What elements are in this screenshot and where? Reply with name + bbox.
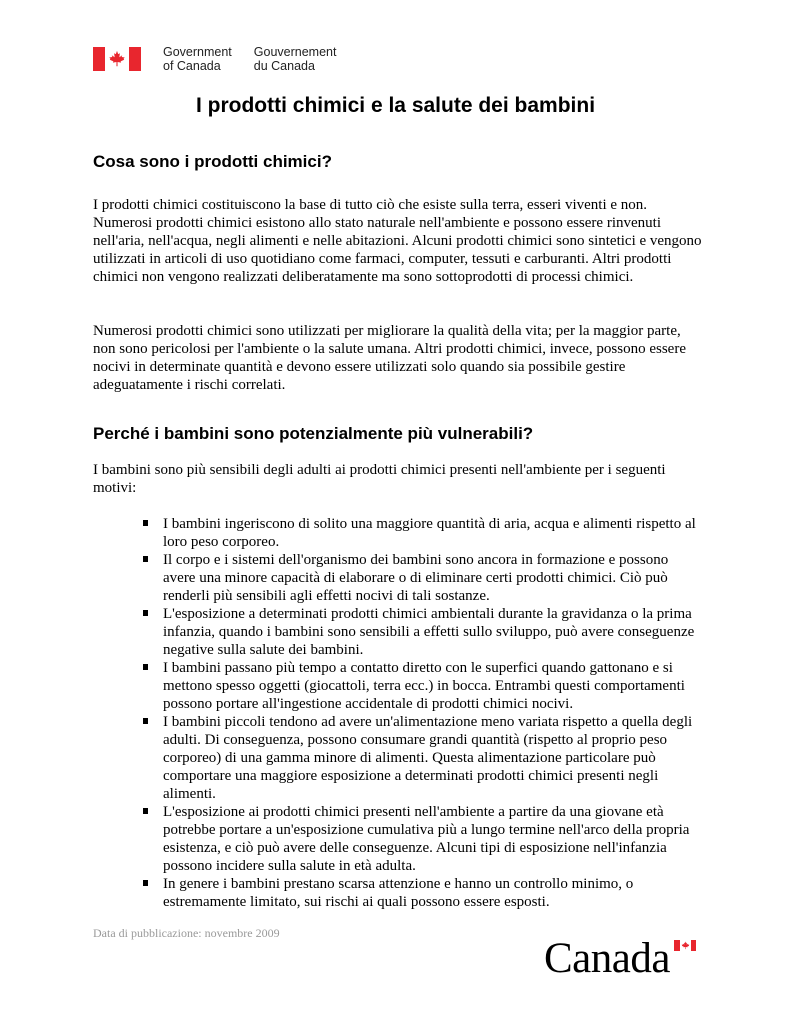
list-item-text: I bambini passano più tempo a contatto diretto con le superfici quando gattonano e si mettono spesso oggetti (giocattoli, terra ecc.) in bocca. Entrambi questi comportamenti possono portare all'ingestione accidentale di prodotti chimici nocivi. — [163, 660, 685, 712]
list-item-text: I bambini piccoli tendono ad avere un'alimentazione meno variata rispetto a quella degli adulti. Di conseguenza, possono consumare grandi quantità (rispetto al proprio peso corporeo) di una gamma minore di alimenti. Questa alimentazione particolare può comportare una maggiore esposizione a determinati prodotti chimici presenti negli alimenti. — [163, 714, 693, 802]
signature-en-line2: of Canada — [163, 59, 221, 73]
signature-fr-line1: Gouvernement — [253, 45, 337, 59]
canada-wordmark-text: Canada — [544, 935, 670, 982]
reasons-list — [93, 515, 703, 911]
canada-wordmark — [544, 937, 698, 981]
list-item-text: Il corpo e i sistemi dell'organismo dei bambini sono ancora in formazione e possono avere una minore capacità di elaborare o di eliminare certi prodotti chimici. Ciò può renderli più sensibili agli effetti nocivi di tali sostanze. — [163, 552, 669, 604]
bullet-icon — [143, 808, 148, 814]
bullet-icon — [143, 520, 148, 526]
signature-english — [163, 45, 232, 73]
list-item-text: In genere i bambini prestano scarsa attenzione e hanno un controllo minimo, o estremamente limitato, sui rischi ai quali possono essere esposti. — [163, 876, 634, 910]
list-item — [93, 551, 703, 605]
list-item — [93, 875, 703, 911]
section-heading-chemicals: Cosa sono i prodotti chimici? — [93, 152, 332, 171]
paragraph-vulnerability-intro: I bambini sono più sensibili degli adulti ai prodotti chimici presenti nell'ambiente per i seguenti motivi: — [93, 462, 666, 496]
canada-flag-icon — [93, 47, 141, 71]
signature-fr-line2: du Canada — [253, 59, 315, 73]
bullet-icon — [143, 880, 148, 886]
list-item — [93, 515, 703, 551]
list-item — [93, 659, 703, 713]
list-item-text: L'esposizione a determinati prodotti chimici ambientali durante la gravidanza o la prima infanzia, quando i bambini sono sensibili a effetti sullo sviluppo, può avere conseguenze negative sulla salute dei bambini. — [163, 606, 695, 658]
section-heading-vulnerability: Perché i bambini sono potenzialmente più vulnerabili? — [93, 424, 534, 443]
government-signature — [93, 44, 358, 74]
bullet-icon — [143, 610, 148, 616]
page-title: I prodotti chimici e la salute dei bambini — [195, 94, 596, 117]
signature-en-line1: Government — [163, 45, 232, 59]
list-item — [93, 713, 703, 803]
bullet-icon — [143, 556, 148, 562]
list-item-text: L'esposizione ai prodotti chimici presenti nell'ambiente a partire da una giovane età potrebbe portare a un'esposizione cumulativa più a lungo termine nell'arco della propria esistenza, e ciò può avere delle conseguenze. Alcuni tipi di esposizione nell'infanzia possono incidere sulla salute in età adulta. — [163, 804, 690, 874]
paragraph-chemicals-uses: Numerosi prodotti chimici sono utilizzati per migliorare la qualità della vita; per la maggior parte, non sono pericolosi per l'ambiente o la salute umana. Altri prodotti chimici, invece, possono essere nocivi in determinate quantità e devono essere utilizzati solo quando sia possibile gestire adeguatamente i rischi correlati. — [93, 323, 686, 393]
list-item — [93, 605, 703, 659]
wordmark-flag-icon — [674, 940, 696, 951]
list-item — [93, 803, 703, 875]
list-item-text: I bambini ingeriscono di solito una maggiore quantità di aria, acqua e alimenti rispetto al loro peso corporeo. — [163, 516, 696, 550]
paragraph-chemicals-intro: I prodotti chimici costituiscono la base di tutto ciò che esiste sulla terra, esseri viventi e non. Numerosi prodotti chimici esistono allo stato naturale nell'ambiente e possono essere rinvenuti nell'aria, nell'acqua, negli alimenti e nelle abitazioni. Alcuni prodotti chimici sono sintetici e vengono utilizzati in articoli di uso quotidiano come farmaci, computer, tessuti e carburanti. Altri prodotti chimici non vengono realizzati deliberatamente ma sono sottoprodotti di processi chimici. — [93, 197, 702, 285]
publication-date: Data di pubblicazione: novembre 2009 — [93, 926, 280, 940]
signature-french — [254, 45, 337, 73]
bullet-icon — [143, 718, 148, 724]
bullet-icon — [143, 664, 148, 670]
